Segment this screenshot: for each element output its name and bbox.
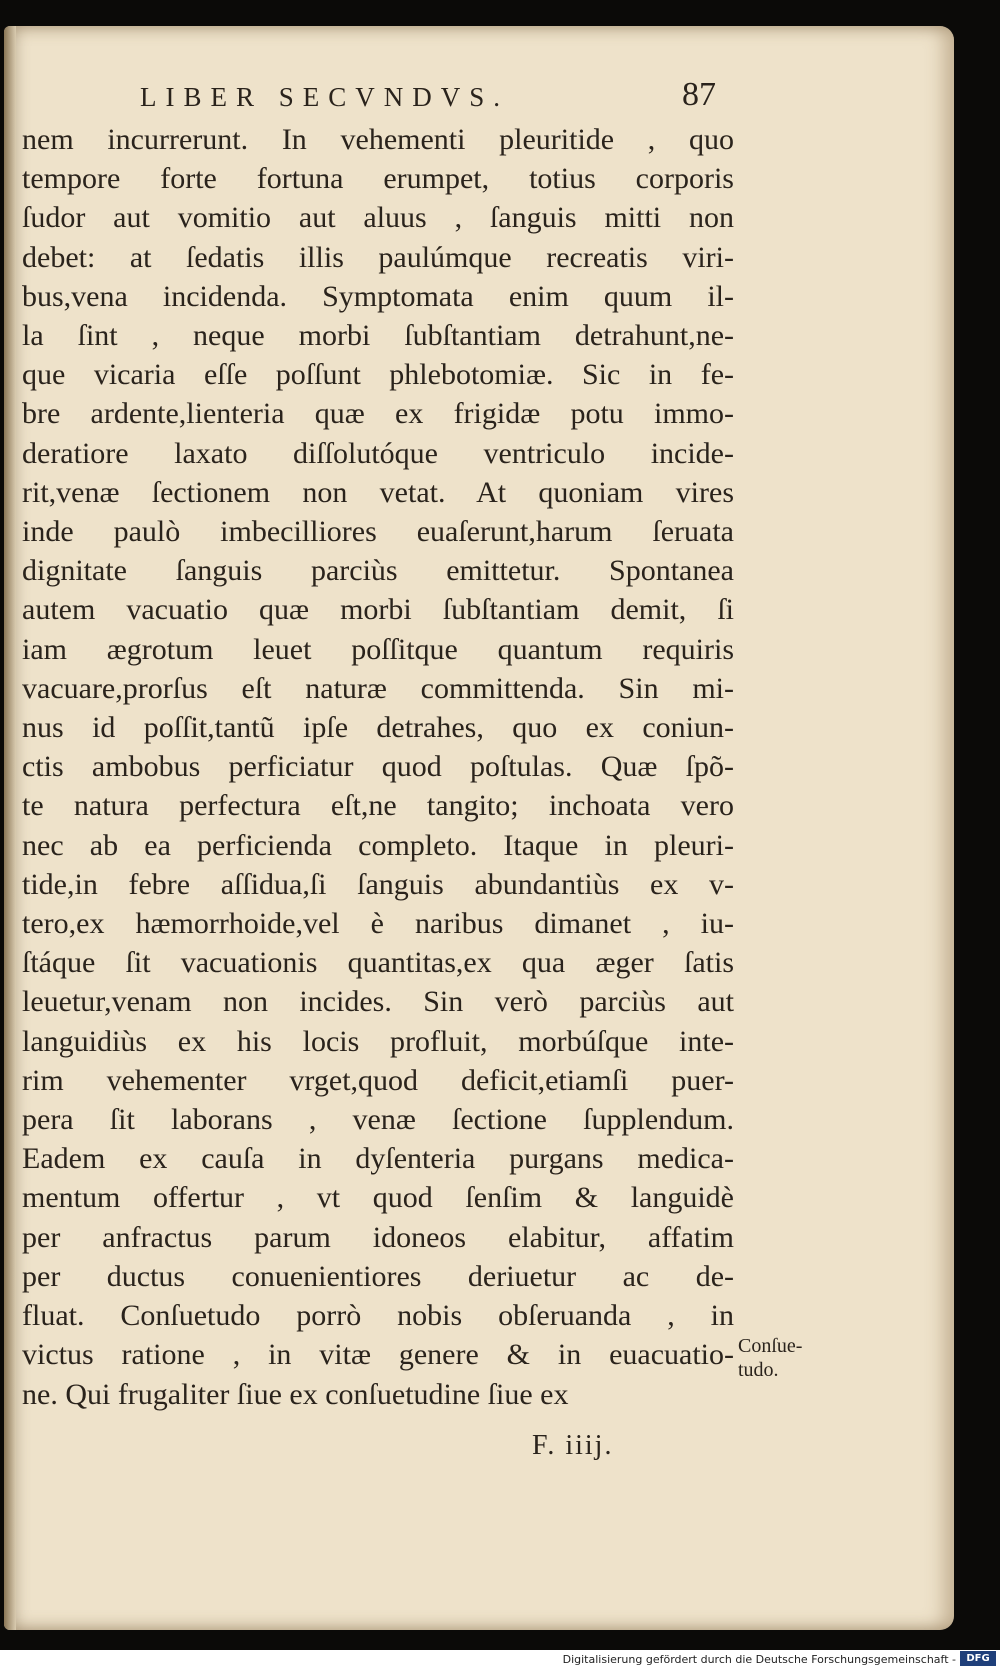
signature-mark: F. iiij.	[532, 1430, 614, 1461]
text-line: nec ab ea perficienda completo. Itaque in pleuri-	[22, 828, 734, 862]
page-edge	[4, 26, 16, 1630]
footer-credit: Digitalisierung gefördert durch die Deutsche Forschungsgemeinschaft -	[562, 1653, 956, 1666]
text-line: per anfractus parum idoneos elabitur, affatim	[22, 1220, 734, 1254]
text-line: tide,in febre aſſidua,ſi ſanguis abundantiùs ex v-	[22, 867, 734, 901]
text-line: ſudor aut vomitio aut aluus , ſanguis mitti non	[22, 201, 734, 235]
text-line: ctis ambobus perficiatur quod poſtulas. Quæ ſpõ-	[22, 750, 734, 784]
text-line: ne. Qui frugaliter ſiue ex conſuetudine ſiue ex	[22, 1377, 569, 1411]
running-head: LIBER SECVNDVS.	[140, 82, 510, 112]
marginal-note-line: Conſue-	[738, 1335, 803, 1357]
text-line: ſtáque ſit vacuationis quantitas,ex qua æger ſatis	[22, 946, 734, 980]
text-line: mentum offertur , vt quod ſenſim & languidè	[22, 1181, 734, 1215]
text-line: rit,venæ ſectionem non vetat. At quoniam vires	[22, 475, 734, 509]
text-line: inde paulò imbecilliores euaſerunt,harum ſeruata	[22, 515, 734, 549]
text-line: debet: at ſedatis illis paulúmque recreatis viri-	[22, 240, 734, 274]
text-line: fluat. Conſuetudo porrò nobis obſeruanda , in	[22, 1299, 734, 1333]
text-line: bre ardente,lienteria quæ ex frigidæ potu immo-	[22, 397, 734, 431]
text-line: nus id poſſit,tantũ ipſe detrahes, quo ex coniun-	[22, 711, 734, 745]
body-text	[22, 120, 734, 1414]
text-line: dignitate ſanguis parciùs emittetur. Spontanea	[22, 554, 734, 588]
text-line: tempore forte fortuna erumpet, totius corporis	[22, 162, 734, 196]
text-line: deratiore laxato diſſolutóque ventriculo incide-	[22, 436, 734, 470]
text-line: te natura perfectura eſt,ne tangito; inchoata vero	[22, 789, 734, 823]
marginal-note	[738, 1334, 802, 1382]
text-line: nem incurrerunt. In vehementi pleuritide , quo	[22, 123, 734, 156]
text-line: languidiùs ex his locis profluit, morbúſque inte-	[22, 1024, 734, 1058]
text-line: vacuare,prorſus eſt naturæ committenda. Sin mi-	[22, 671, 734, 705]
text-line: que vicaria eſſe poſſunt phlebotomiæ. Sic in fe-	[22, 358, 734, 392]
text-line: la ſint , neque morbi ſubſtantiam detrahunt,ne-	[22, 319, 734, 353]
text-line: victus ratione , in vitæ genere & in euacuatio-	[22, 1338, 734, 1372]
text-line: bus,vena incidenda. Symptomata enim quum il-	[22, 279, 734, 313]
text-line: pera ſit laborans , venæ ſectione ſupplendum.	[22, 1103, 734, 1137]
marginal-note-line: tudo.	[738, 1359, 779, 1381]
page-number: 87	[682, 76, 716, 113]
text-line: tero,ex hæmorrhoide,vel è naribus dimanet , iu-	[22, 907, 734, 941]
text-line: per ductus conuenientiores deriuetur ac de-	[22, 1259, 734, 1293]
text-line: leuetur,venam non incides. Sin verò parciùs aut	[22, 985, 734, 1019]
text-line: autem vacuatio quæ morbi ſubſtantiam demit, ſi	[22, 593, 734, 627]
text-line: rim vehementer vrget,quod deficit,etiamſi puer-	[22, 1063, 734, 1097]
dfg-logo: DFG	[960, 1651, 996, 1666]
text-line: iam ægrotum leuet poſſitque quantum requiris	[22, 632, 734, 666]
text-line: Eadem ex cauſa in dyſenteria purgans medica-	[22, 1142, 734, 1176]
